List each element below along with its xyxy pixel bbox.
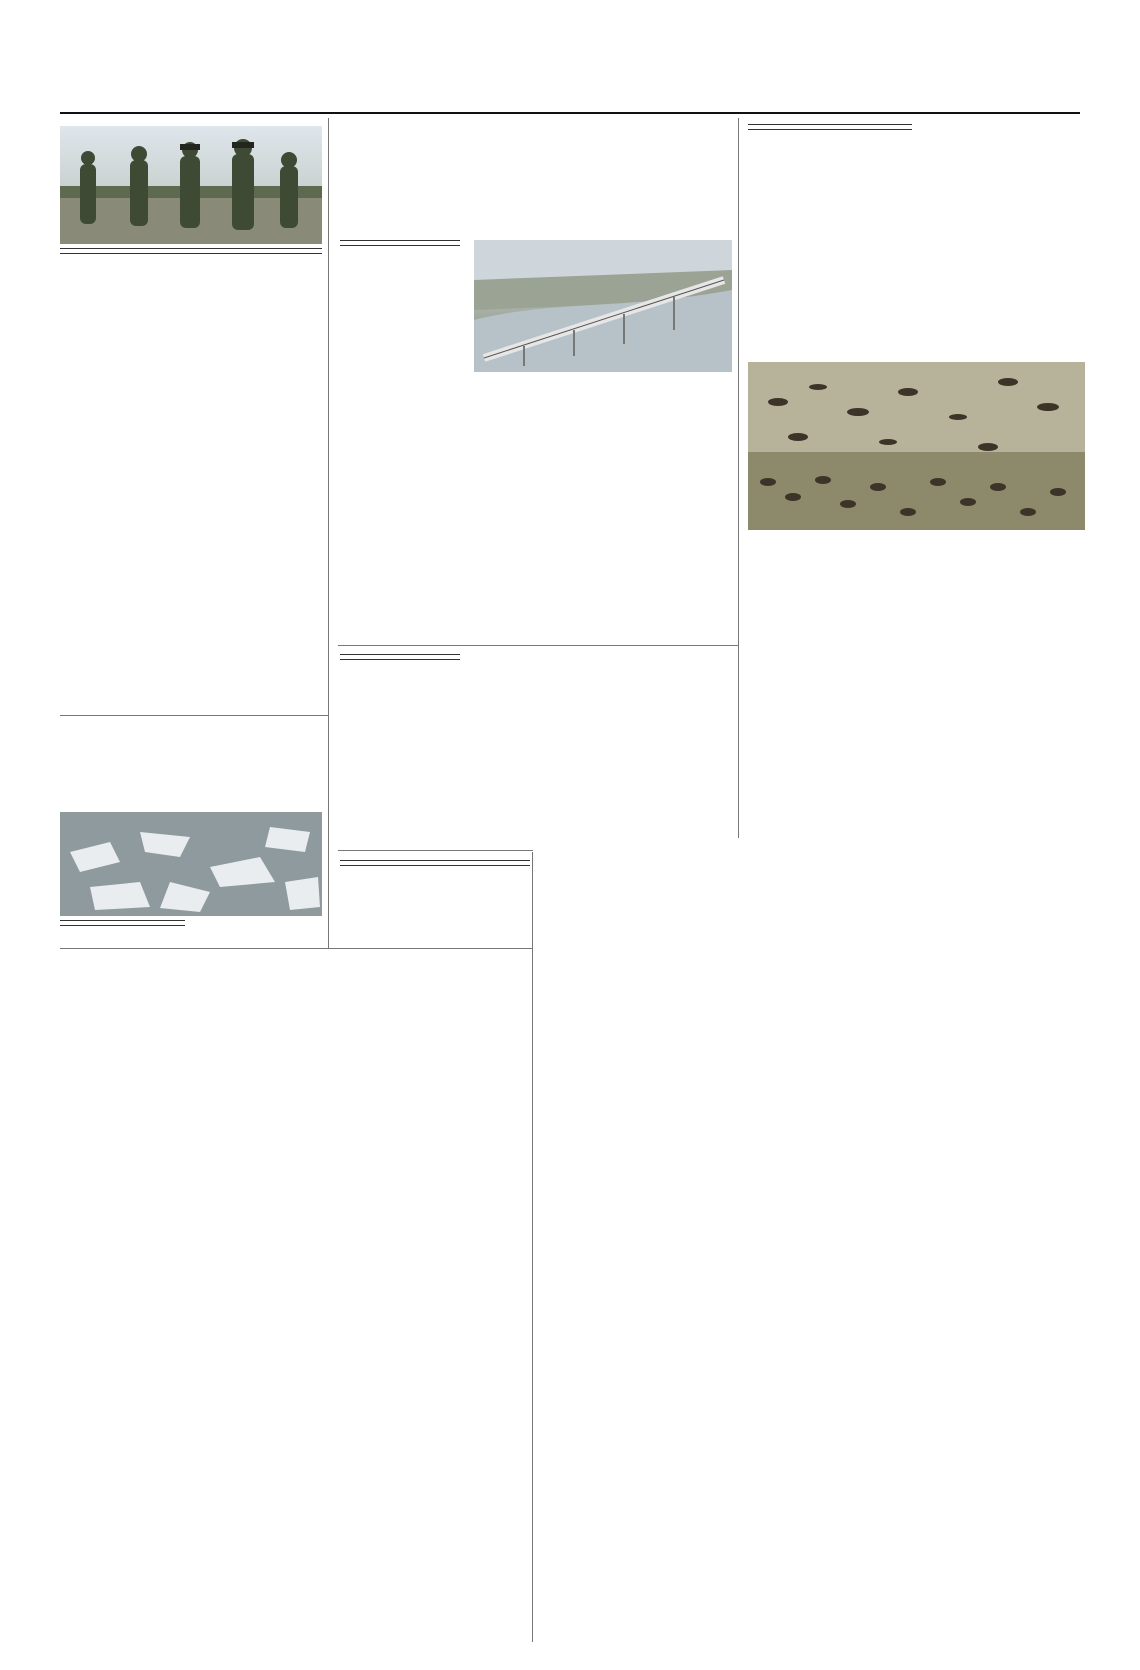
dhobi-article — [340, 856, 530, 946]
roads-body-col1 — [340, 260, 466, 640]
roads-article — [340, 118, 732, 640]
army-officers-image — [60, 126, 322, 244]
gmc-article — [60, 955, 532, 1645]
birds-byline — [748, 124, 912, 130]
roads-byline-wrap — [340, 240, 460, 252]
roads-body-col2 — [474, 378, 732, 640]
roads-photo — [474, 240, 732, 372]
winter-article — [340, 650, 732, 845]
winter-body — [340, 706, 732, 845]
migratory-birds-image — [748, 362, 1085, 530]
column-divider — [532, 852, 533, 1642]
winter-byline-wrap — [340, 654, 460, 660]
roads-byline — [340, 240, 460, 246]
army-byline — [60, 248, 322, 254]
column-divider — [328, 118, 329, 948]
army-article — [60, 118, 322, 713]
birds-byline-wrap — [748, 124, 912, 130]
row-divider — [60, 715, 328, 716]
birds-body-col2 — [922, 166, 1085, 358]
masthead-rule — [60, 112, 1080, 114]
birds-article — [748, 118, 1085, 838]
column-divider — [738, 118, 739, 838]
birds-body-col1 — [748, 190, 912, 358]
row-divider — [338, 850, 533, 851]
army-body — [60, 260, 322, 652]
bridge-image — [474, 240, 732, 372]
dhobi-byline — [340, 860, 530, 866]
row-divider — [338, 645, 738, 646]
row-divider — [60, 948, 532, 949]
wular-spacer — [60, 942, 185, 944]
birds-body-col3 — [748, 536, 1085, 838]
wular-byline — [60, 920, 185, 926]
winter-byline — [340, 654, 460, 660]
frozen-lake-image — [60, 812, 322, 916]
birds-photo — [748, 362, 1085, 530]
wular-photo — [60, 812, 322, 916]
army-photo — [60, 126, 322, 244]
wular-body-spacer — [60, 938, 322, 940]
